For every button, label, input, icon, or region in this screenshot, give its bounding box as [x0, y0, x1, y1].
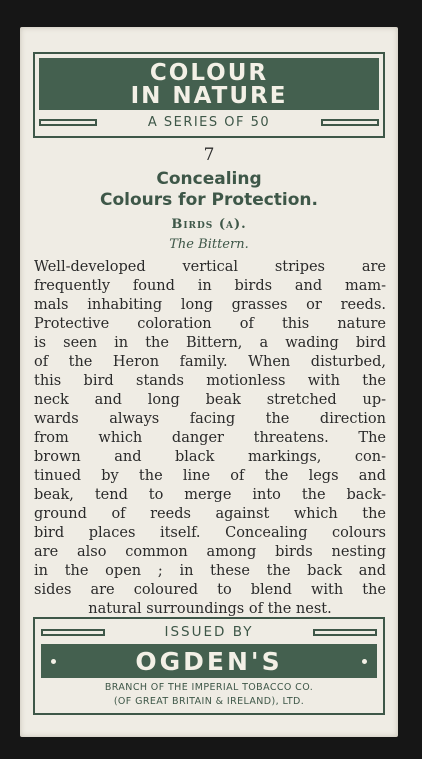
card-body-text	[34, 258, 386, 619]
body-line: this bird stands motionless with the	[34, 373, 386, 389]
card-subject: Birds (a).	[171, 217, 247, 232]
card-title-line1: Concealing	[156, 169, 262, 189]
card-title-line2: Colours for Protection.	[99, 190, 318, 210]
body-line: brown and black markings, con-	[34, 449, 386, 465]
left-ornament-bar	[41, 629, 105, 636]
body-line: frequently found in birds and mam-	[34, 278, 386, 294]
branch-line1: BRANCH OF THE IMPERIAL TOBACCO CO.	[104, 682, 314, 693]
body-line: are also common among birds nesting	[34, 544, 386, 560]
body-line: of the Heron family. When disturbed,	[34, 354, 386, 370]
body-line: natural surroundings of the nest.	[88, 601, 332, 617]
issuer-footer	[33, 617, 385, 715]
body-line: beak, tend to merge into the back-	[34, 487, 386, 503]
body-line: bird places itself. Concealing colours	[34, 525, 386, 541]
series-subtitle-row	[39, 114, 379, 130]
card-number: 7	[203, 145, 215, 165]
issued-by-label: ISSUED BY	[164, 624, 254, 640]
cigarette-card	[20, 27, 398, 737]
body-line: Protective coloration of this nature	[34, 316, 386, 332]
series-title-line2: IN NATURE	[130, 83, 288, 109]
left-ornament-bar	[39, 119, 97, 126]
body-line: Well-developed vertical stripes are	[34, 259, 386, 275]
body-line: sides are coloured to blend with the	[34, 582, 386, 598]
branch-line2: (OF GREAT BRITAIN & IRELAND), LTD.	[113, 696, 305, 707]
body-line: mals inhabiting long grasses or reeds.	[34, 297, 386, 313]
body-line: tinued by the line of the legs and	[34, 468, 386, 484]
dot-ornament-icon	[362, 659, 367, 664]
issued-by-row	[41, 624, 377, 640]
series-header	[33, 52, 385, 138]
right-ornament-bar	[313, 629, 377, 636]
series-subtitle: A SERIES OF 50	[147, 114, 271, 130]
body-line: neck and long beak stretched up-	[34, 392, 386, 408]
body-line: wards always facing the direction	[34, 411, 386, 427]
right-ornament-bar	[321, 119, 379, 126]
series-title-band	[39, 58, 379, 110]
brand-name: OGDEN'S	[135, 646, 283, 676]
body-line: is seen in the Bittern, a wading bird	[34, 335, 386, 351]
brand-band	[41, 644, 377, 678]
branch-text	[35, 681, 383, 709]
dot-ornament-icon	[51, 659, 56, 664]
body-line: from which danger threatens. The	[34, 430, 386, 446]
body-line: ground of reeds against which the	[34, 506, 386, 522]
card-species: The Bittern.	[169, 237, 249, 252]
card-title	[20, 169, 398, 211]
series-title-line1: COLOUR	[149, 60, 269, 86]
body-line: in the open ; in these the back and	[34, 563, 386, 579]
